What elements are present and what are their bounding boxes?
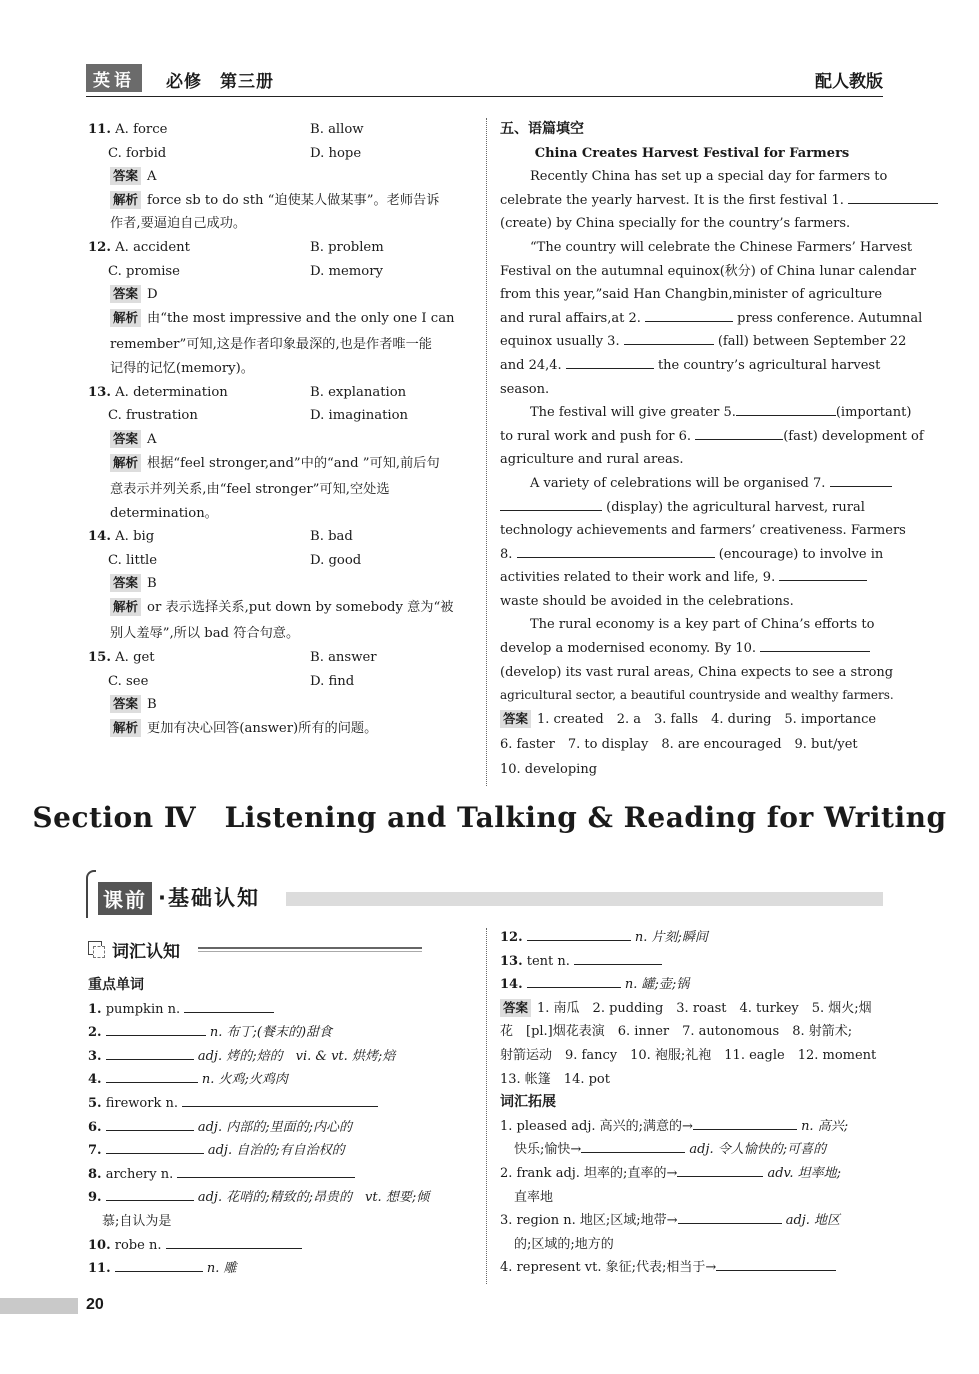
subject-label: 英语 — [86, 64, 142, 92]
vocab-icon-overlay — [93, 946, 105, 958]
vocab-blank[interactable] — [106, 1140, 204, 1154]
answer-tag: 答案 — [110, 574, 141, 592]
vocab-item: 9. adj. 花哨的;精致的;昂贵的 vt. 想要;倾 — [88, 1186, 472, 1210]
option-d: D. find — [310, 673, 355, 689]
blank-10[interactable] — [760, 638, 870, 652]
answer-value: B — [147, 697, 157, 713]
vocab-item: 3. adj. 烤的;焙的 vi. & vt. 烘烤;焙 — [88, 1045, 472, 1069]
question-12 — [88, 236, 470, 260]
option-b: B. bad — [310, 529, 353, 545]
course-title: 必修 第三册 — [166, 72, 274, 92]
cloze-answer-line: 1. created 2. a 3. falls 4. during 5. importance — [537, 711, 877, 727]
banner-bar — [286, 892, 883, 906]
vocab-answer-line: 1. 南瓜 2. pudding 3. roast 4. turkey 5. 烟火;烟 — [537, 1000, 872, 1016]
analysis-line: or 表示选择关系,put down by somebody 意为“被 — [147, 599, 454, 615]
vocab-blank[interactable] — [106, 1046, 194, 1060]
option-c: C. see — [108, 673, 149, 689]
vocab-answer-line: 射箭运动 9. fancy 10. 袍服;礼袍 11. eagle 12. moment — [500, 1047, 877, 1063]
question-number: 11. — [88, 122, 111, 137]
vocab-blank[interactable] — [177, 1164, 355, 1178]
cloze-line: “The country will celebrate the Chinese Farmers’ Harvest — [530, 239, 913, 255]
cloze-line: waste should be avoided in the celebrations. — [500, 593, 794, 609]
option-d: D. memory — [310, 263, 383, 279]
cloze-line: technology achievements and farmers’ creativeness. Farmers — [500, 523, 906, 539]
question-number: 14. — [88, 529, 111, 545]
expand-line: 4. represent vt. 象征;代表;相当于→ — [500, 1256, 884, 1280]
option-a: A. accident — [115, 239, 190, 255]
cloze-line: to rural work and push for 6. (fast) development of — [500, 425, 884, 449]
question-13 — [88, 381, 470, 405]
banner-bracket — [86, 870, 96, 918]
cloze-answer-line: 6. faster 7. to display 8. are encouraged 9. but/yet — [500, 736, 858, 752]
cloze-line: and rural affairs,at 2. press conference. Autumnal — [500, 307, 884, 331]
page-number-bar — [0, 1298, 78, 1314]
answer-value: B — [147, 576, 157, 592]
vocab-item: 6. adj. 内部的;里面的;内心的 — [88, 1116, 472, 1140]
blank-9[interactable] — [779, 567, 867, 581]
answer-tag: 答案 — [500, 710, 531, 728]
option-b: B. answer — [310, 649, 377, 665]
cloze-line: season. — [500, 381, 550, 397]
option-c: C. little — [108, 552, 158, 568]
cloze-line: The festival will give greater 5. (important) — [500, 401, 884, 425]
vocab-blank[interactable] — [115, 1258, 203, 1272]
vocab-item: 10. robe n. — [88, 1234, 472, 1258]
cloze-line: develop a modernised economy. By 10. — [500, 637, 884, 661]
analysis-line: 由“the most impressive and the only one I can — [147, 310, 455, 326]
expand-line: 1. pleased adj. 高兴的;满意的→ n. 高兴; — [500, 1115, 884, 1139]
vocab-item: 7. adj. 自治的;有自治权的 — [88, 1139, 472, 1163]
blank-5[interactable] — [736, 402, 836, 416]
option-b: B. problem — [310, 239, 384, 255]
vocab-blank[interactable] — [106, 1187, 194, 1201]
vocab-blank[interactable] — [184, 999, 274, 1013]
analysis-line: remember”可知,这是作者印象最深的,也是作者唯一能 — [110, 336, 432, 352]
blank-8[interactable] — [517, 544, 715, 558]
question-14 — [88, 525, 470, 549]
vocab-item: 14. n. 罐;壶;锅 — [500, 973, 884, 997]
section-banner — [86, 868, 883, 918]
page-number: 20 — [86, 1296, 104, 1313]
option-d: D. hope — [310, 145, 362, 161]
vocab-item: 11. n. 雕 — [88, 1257, 472, 1281]
blank-2[interactable] — [645, 308, 733, 322]
blank-7-cont[interactable] — [500, 497, 602, 511]
option-c: C. forbid — [108, 145, 167, 161]
option-b: B. explanation — [310, 384, 407, 400]
expand-blank[interactable] — [678, 1210, 782, 1224]
option-b: B. allow — [310, 122, 364, 137]
expand-line: 的;区域的;地方的 — [514, 1236, 614, 1252]
vocab-blank[interactable] — [106, 1117, 194, 1131]
vocab-item: 2. n. 布丁;(餐末的)甜食 — [88, 1021, 472, 1045]
analysis-line: 根据“feel stronger,and”中的“and ”可知,前后句 — [147, 455, 440, 471]
cloze-line: The rural economy is a key part of China’s efforts to — [530, 617, 875, 633]
vocab-item: 12. n. 片刻;瞬间 — [500, 926, 884, 950]
vocab-heading-text: 词汇认知 — [112, 942, 180, 962]
section-title: Section Ⅳ Listening and Talking & Reading for Writing — [32, 801, 947, 834]
vocab-blank[interactable] — [166, 1235, 302, 1249]
cloze-section-heading: 五、语篇填空 — [500, 121, 584, 137]
vocab-heading — [86, 935, 422, 965]
answer-value: D — [147, 287, 158, 303]
analysis-line: 作者,要逼迫自己成功。 — [110, 216, 247, 232]
vocab-answer-line: 13. 帐篷 14. pot — [500, 1071, 610, 1087]
vocab-blank[interactable] — [574, 951, 662, 965]
cloze-line: 8. (encourage) to involve in — [500, 543, 884, 567]
vocab-blank[interactable] — [106, 1069, 198, 1083]
answer-tag: 答案 — [110, 285, 141, 303]
option-c: C. frustration — [108, 408, 198, 424]
analysis-line: determination。 — [110, 505, 218, 521]
analysis-line: 别人羞辱”,所以 bad 符合句意。 — [110, 625, 300, 641]
expand-line: 3. region n. 地区;区域;地带→ adj. 地区 — [500, 1209, 884, 1233]
cloze-line: (develop) its vast rural areas, China expects to see a strong — [500, 664, 894, 680]
expand-line: 2. frank adj. 坦率的;直率的→ adv. 坦率地; — [500, 1162, 884, 1186]
expand-blank[interactable] — [581, 1139, 685, 1153]
option-a: A. get — [115, 649, 155, 665]
blank-3[interactable] — [624, 331, 714, 345]
cloze-line: Festival on the autumnal equinox(秋分) of China lunar calendar — [500, 263, 917, 279]
cloze-line: and 24,4. the country’s agricultural harvest — [500, 354, 884, 378]
cloze-column — [500, 118, 924, 781]
vocab-item-cont: 慕;自认为是 — [102, 1213, 172, 1229]
cloze-line: agricultural sector, a beautiful countryside and wealthy farmers. — [500, 688, 894, 703]
expand-blank[interactable] — [677, 1163, 763, 1177]
analysis-tag: 解析 — [110, 598, 141, 616]
question-11 — [88, 118, 470, 142]
cloze-line: A variety of celebrations will be organised 7. — [500, 472, 884, 496]
banner-tag: 课前 — [98, 882, 152, 915]
answer-tag: 答案 — [110, 430, 141, 448]
option-a: A. force — [115, 122, 168, 137]
cloze-line: celebrate the yearly harvest. It is the first festival 1. — [500, 189, 884, 213]
vocab-item: 4. n. 火鸡;火鸡肉 — [88, 1068, 472, 1092]
cloze-line: activities related to their work and life, 9. — [500, 566, 884, 590]
vocab-item: 8. archery n. — [88, 1163, 472, 1187]
expand-blank[interactable] — [693, 1116, 797, 1130]
vocab-item: 1. pumpkin n. — [88, 998, 472, 1022]
option-d: D. imagination — [310, 408, 409, 424]
cloze-title: China Creates Harvest Festival for Farmers — [534, 145, 850, 161]
analysis-tag: 解析 — [110, 191, 141, 209]
blank-4[interactable] — [566, 355, 654, 369]
analysis-line: 记得的记忆(memory)。 — [110, 360, 254, 376]
question-number: 13. — [88, 384, 111, 400]
expand-blank[interactable] — [716, 1257, 836, 1271]
column-divider — [486, 928, 487, 1284]
vocab-blank[interactable] — [527, 974, 621, 988]
vocab-expand-heading: 词汇拓展 — [500, 1094, 556, 1111]
column-divider — [486, 118, 487, 786]
option-a: A. big — [115, 529, 155, 545]
expand-line: 直率地 — [514, 1189, 554, 1205]
expand-line: 快乐;愉快→ adj. 令人愉快的;可喜的 — [500, 1138, 884, 1162]
answer-value: A — [147, 431, 157, 447]
cloze-answer-line: 10. developing — [500, 761, 598, 777]
option-c: C. promise — [108, 263, 180, 279]
cloze-line: (display) the agricultural harvest, rural — [500, 496, 884, 520]
analysis-tag: 解析 — [110, 309, 141, 327]
banner-text: ·基础认知 — [158, 886, 260, 910]
answer-value: A — [147, 169, 157, 185]
option-a: A. determination — [115, 384, 228, 400]
cloze-line: equinox usually 3. (fall) between September 22 — [500, 330, 884, 354]
page-header — [86, 64, 883, 97]
question-15 — [88, 646, 470, 670]
vocab-right-column — [500, 926, 884, 1280]
analysis-tag: 解析 — [110, 454, 141, 472]
cloze-line: (create) by China specially for the country’s farmers. — [500, 216, 851, 232]
cloze-line: Recently China has set up a special day for farmers to — [530, 169, 888, 185]
answer-tag: 答案 — [110, 167, 141, 185]
vocab-item: 13. tent n. — [500, 950, 884, 974]
vocab-left-column — [88, 974, 472, 1281]
question-number: 12. — [88, 239, 111, 255]
vocab-item: 5. firework n. — [88, 1092, 472, 1116]
cloze-line: agriculture and rural areas. — [500, 452, 684, 468]
vocab-heading-rule — [198, 947, 422, 952]
analysis-line: 意表示并列关系,由“feel stronger”可知,空处选 — [110, 481, 390, 497]
analysis-line: force sb to do sth “迫使某人做某事”。老师告诉 — [147, 192, 440, 208]
mcq-column — [88, 118, 470, 743]
vocab-blank[interactable] — [106, 1022, 206, 1036]
vocab-answer-line: 花 [pl.]烟花表演 6. inner 7. autonomous 8. 射箭术; — [500, 1024, 853, 1040]
answer-tag: 答案 — [110, 695, 141, 713]
option-d: D. good — [310, 552, 362, 568]
blank-1[interactable] — [848, 190, 938, 204]
analysis-tag: 解析 — [110, 719, 141, 737]
question-number: 15. — [88, 649, 111, 665]
analysis-line: 更加有决心回答(answer)所有的问题。 — [147, 720, 378, 736]
key-words-heading: 重点单词 — [88, 977, 144, 993]
edition-label: 配人教版 — [815, 72, 883, 92]
vocab-blank[interactable] — [182, 1093, 378, 1107]
answer-tag: 答案 — [500, 999, 531, 1017]
blank-6[interactable] — [695, 426, 783, 440]
blank-7[interactable] — [830, 473, 892, 487]
cloze-line: from this year,”said Han Changbin,minister of agriculture — [500, 287, 883, 303]
vocab-blank[interactable] — [527, 927, 631, 941]
